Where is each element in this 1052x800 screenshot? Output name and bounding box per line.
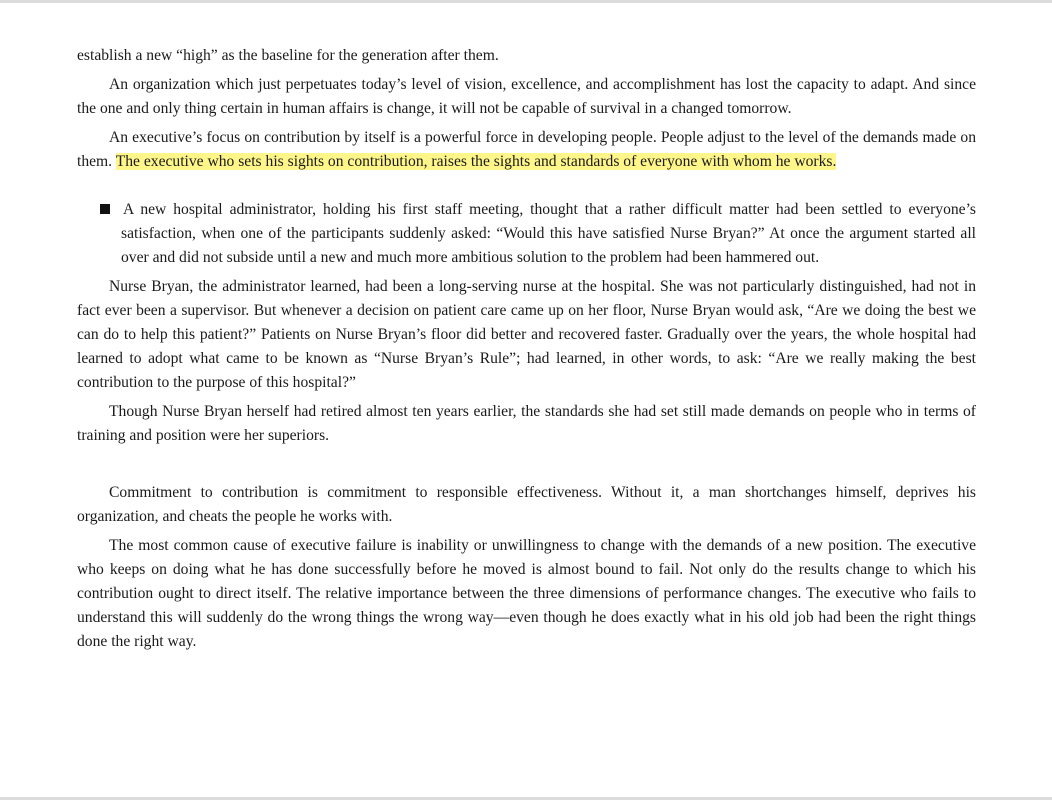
paragraph-1: establish a new “high” as the baseline for the generation after them. [77,47,499,64]
paragraph-5: Though Nurse Bryan herself had retired almost ten years earlier, the standards she had set still made demands on people who in terms of training and position were her superiors. [77,403,976,444]
paragraph-4: Nurse Bryan, the administrator learned, had been a long-serving nurse at the hospital. She was not particularly distinguished, had not in fact ever been a supervisor. But whenever a decision on patient care came up on her floor, Nurse Bryan would ask, “Are we doing the best we can do to help this patient?” Patients on Nurse Bryan’s floor did better and recovered faster. Gradually over the years, the whole hospital had learned to adopt what came to be known as “Nurse Bryan’s Rule”; had learned, in other words, to ask: “Are we really making the best contribution to the purpose of this hospital?” [77,278,976,391]
square-bullet-icon [100,204,110,214]
paragraph-3-text: An executive’s focus on contribution by itself is a powerful force in developing people. People adjust to the level of the demands made on them. [77,129,976,170]
bullet-text: A new hospital administrator, holding his first staff meeting, thought that a rather difficult matter had been settled to everyone’s satisfaction, when one of the participants suddenly asked: “Would this have satisfied Nurse Bryan?” At once the argument started all over and did not subside until a new and much more ambitious solution to the problem had been hammered out. [121,201,976,266]
bullet-item [77,198,976,270]
paragraph-2: An organization which just perpetuates today’s level of vision, excellence, and accomplishment has lost the capacity to adapt. And since the one and only thing certain in human affairs is change, it will not be capable of survival in a changed tomorrow. [77,76,976,117]
paragraph-7: The most common cause of executive failure is inability or unwillingness to change with the demands of a new position. The executive who keeps on doing what he has done successfully before he moved is almost bound to fail. Not only do the results change to which his contribution ought to direct itself. The relative importance between the three dimensions of performance changes. The executive who fails to understand this will suddenly do the wrong things the wrong way—even though he does exactly what in his old job had been the right things done the right way. [77,537,976,650]
highlighted-passage[interactable]: The executive who sets his sights on contribution, raises the sights and standards of everyone with whom he works. [115,153,837,170]
paragraph-3 [77,126,976,174]
top-border [0,0,1052,3]
document-page [77,44,976,659]
paragraph-6: Commitment to contribution is commitment to responsible effectiveness. Without it, a man shortchanges himself, deprives his organization, and cheats the people he works with. [77,484,976,525]
